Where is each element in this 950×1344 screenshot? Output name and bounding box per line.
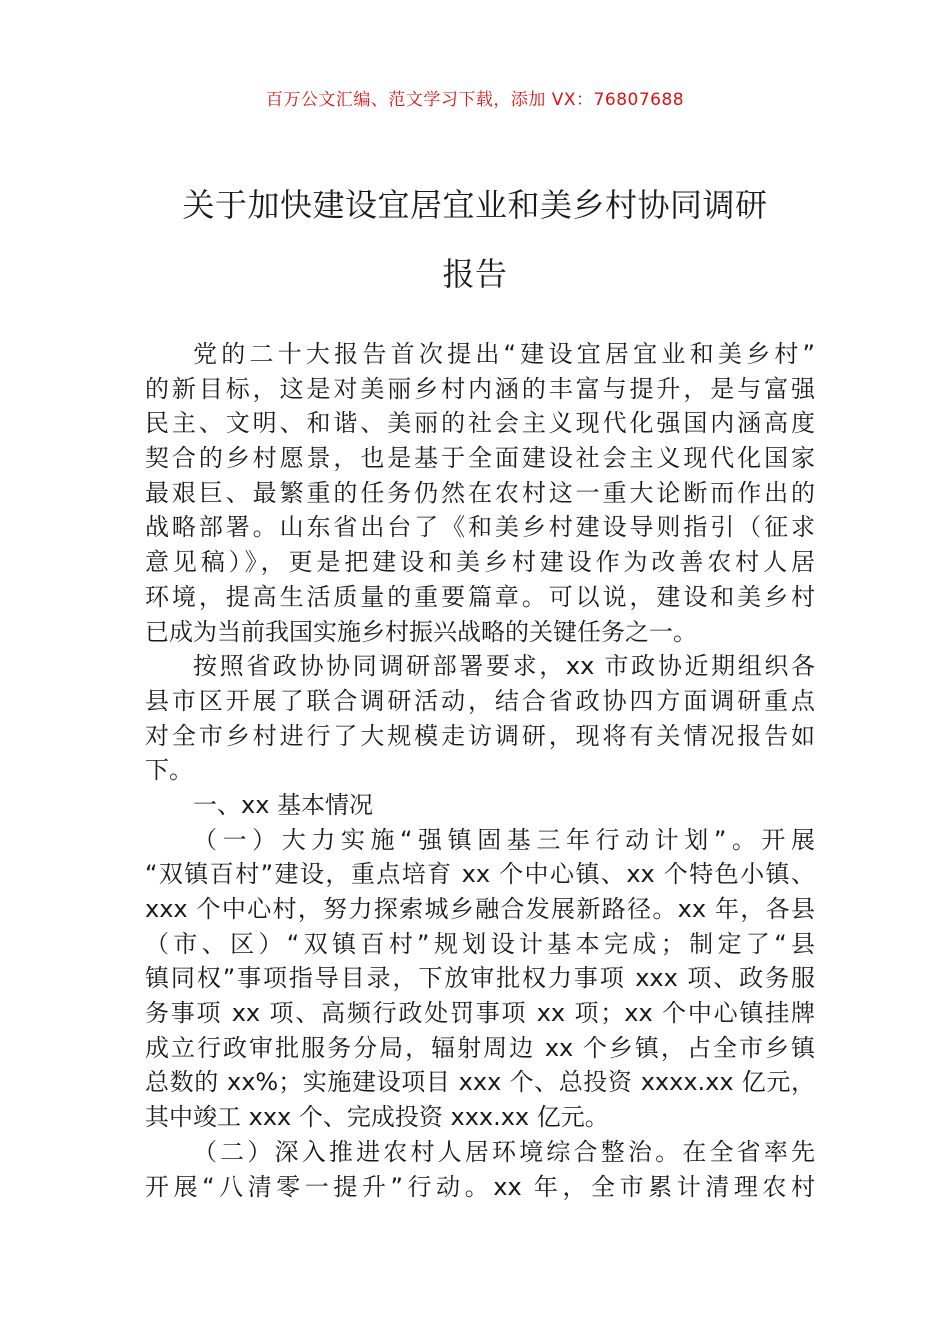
paragraph-intro-line: 民主、文明、和谐、美丽的社会主义现代化强国内涵高度 [145, 409, 815, 438]
paragraph-survey-line: 县市区开展了联合调研活动，结合省政协四方面调研重点 [145, 686, 815, 715]
paragraph-survey-line: 下。 [145, 756, 193, 785]
section-heading: 一、xx 基本情况 [193, 790, 374, 819]
subsection-1-line: 成立行政审批服务分局，辐射周边 xx 个乡镇，占全市乡镇 [145, 1033, 815, 1062]
paragraph-intro-line: 战略部署。山东省出台了《和美乡村建设导则指引（征求 [145, 513, 815, 542]
subsection-1-line: 务事项 xx 项、高频行政处罚事项 xx 项；xx 个中心镇挂牌 [145, 999, 815, 1028]
paragraph-survey-line: 按照省政协协同调研部署要求，xx 市政协近期组织各 [193, 652, 815, 681]
paragraph-intro-line: 意见稿）》，更是把建设和美乡村建设作为改善农村人居 [145, 548, 815, 577]
document-title-line-1: 关于加快建设宜居宜业和美乡村协同调研 [182, 186, 768, 224]
paragraph-survey-line: 对全市乡村进行了大规模走访调研，现将有关情况报告如 [145, 721, 815, 750]
subsection-1-line: （市、区）“双镇百村”规划设计基本完成；制定了“县 [145, 929, 815, 958]
subsection-1-line: xxx 个中心村，努力探索城乡融合发展新路径。xx 年，各县 [145, 895, 815, 923]
subsection-2-line: 开展“八清零一提升”行动。xx 年，全市累计清理农村 [145, 1172, 815, 1201]
subsection-1-line: （一）大力实施“强镇固基三年行动计划”。开展 [193, 825, 815, 854]
document-title-line-2: 报告 [442, 255, 508, 293]
subsection-1-line: 总数的 xx%；实施建设项目 xxx 个、总投资 xxxx.xx 亿元， [145, 1068, 815, 1097]
subsection-2-line: （二）深入推进农村人居环境综合整治。在全省率先 [193, 1137, 815, 1166]
paragraph-intro-line: 的新目标，这是对美丽乡村内涵的丰富与提升，是与富强 [145, 374, 815, 403]
paragraph-intro-line: 环境，提高生活质量的重要篇章。可以说，建设和美乡村 [145, 582, 815, 611]
subsection-1-line: 其中竣工 xxx 个、完成投资 xxx.xx 亿元。 [145, 1103, 609, 1132]
subsection-1-line: “双镇百村”建设，重点培育 xx 个中心镇、xx 个特色小镇、 [145, 860, 815, 889]
watermark-banner: 百万公文汇编、范文学习下载，添加 VX：76807688 [265, 90, 685, 110]
paragraph-intro-line: 契合的乡村愿景，也是基于全面建设社会主义现代化国家 [145, 444, 815, 473]
paragraph-intro-line: 党的二十大报告首次提出“建设宜居宜业和美乡村” [193, 340, 815, 368]
paragraph-intro-line: 已成为当前我国实施乡村振兴战略的关键任务之一。 [145, 617, 697, 646]
document-body [145, 337, 815, 1204]
subsection-1-line: 镇同权”事项指导目录，下放审批权力事项 xxx 项、政务服 [145, 964, 815, 993]
paragraph-intro-line: 最艰巨、最繁重的任务仍然在农村这一重大论断而作出的 [145, 478, 815, 507]
